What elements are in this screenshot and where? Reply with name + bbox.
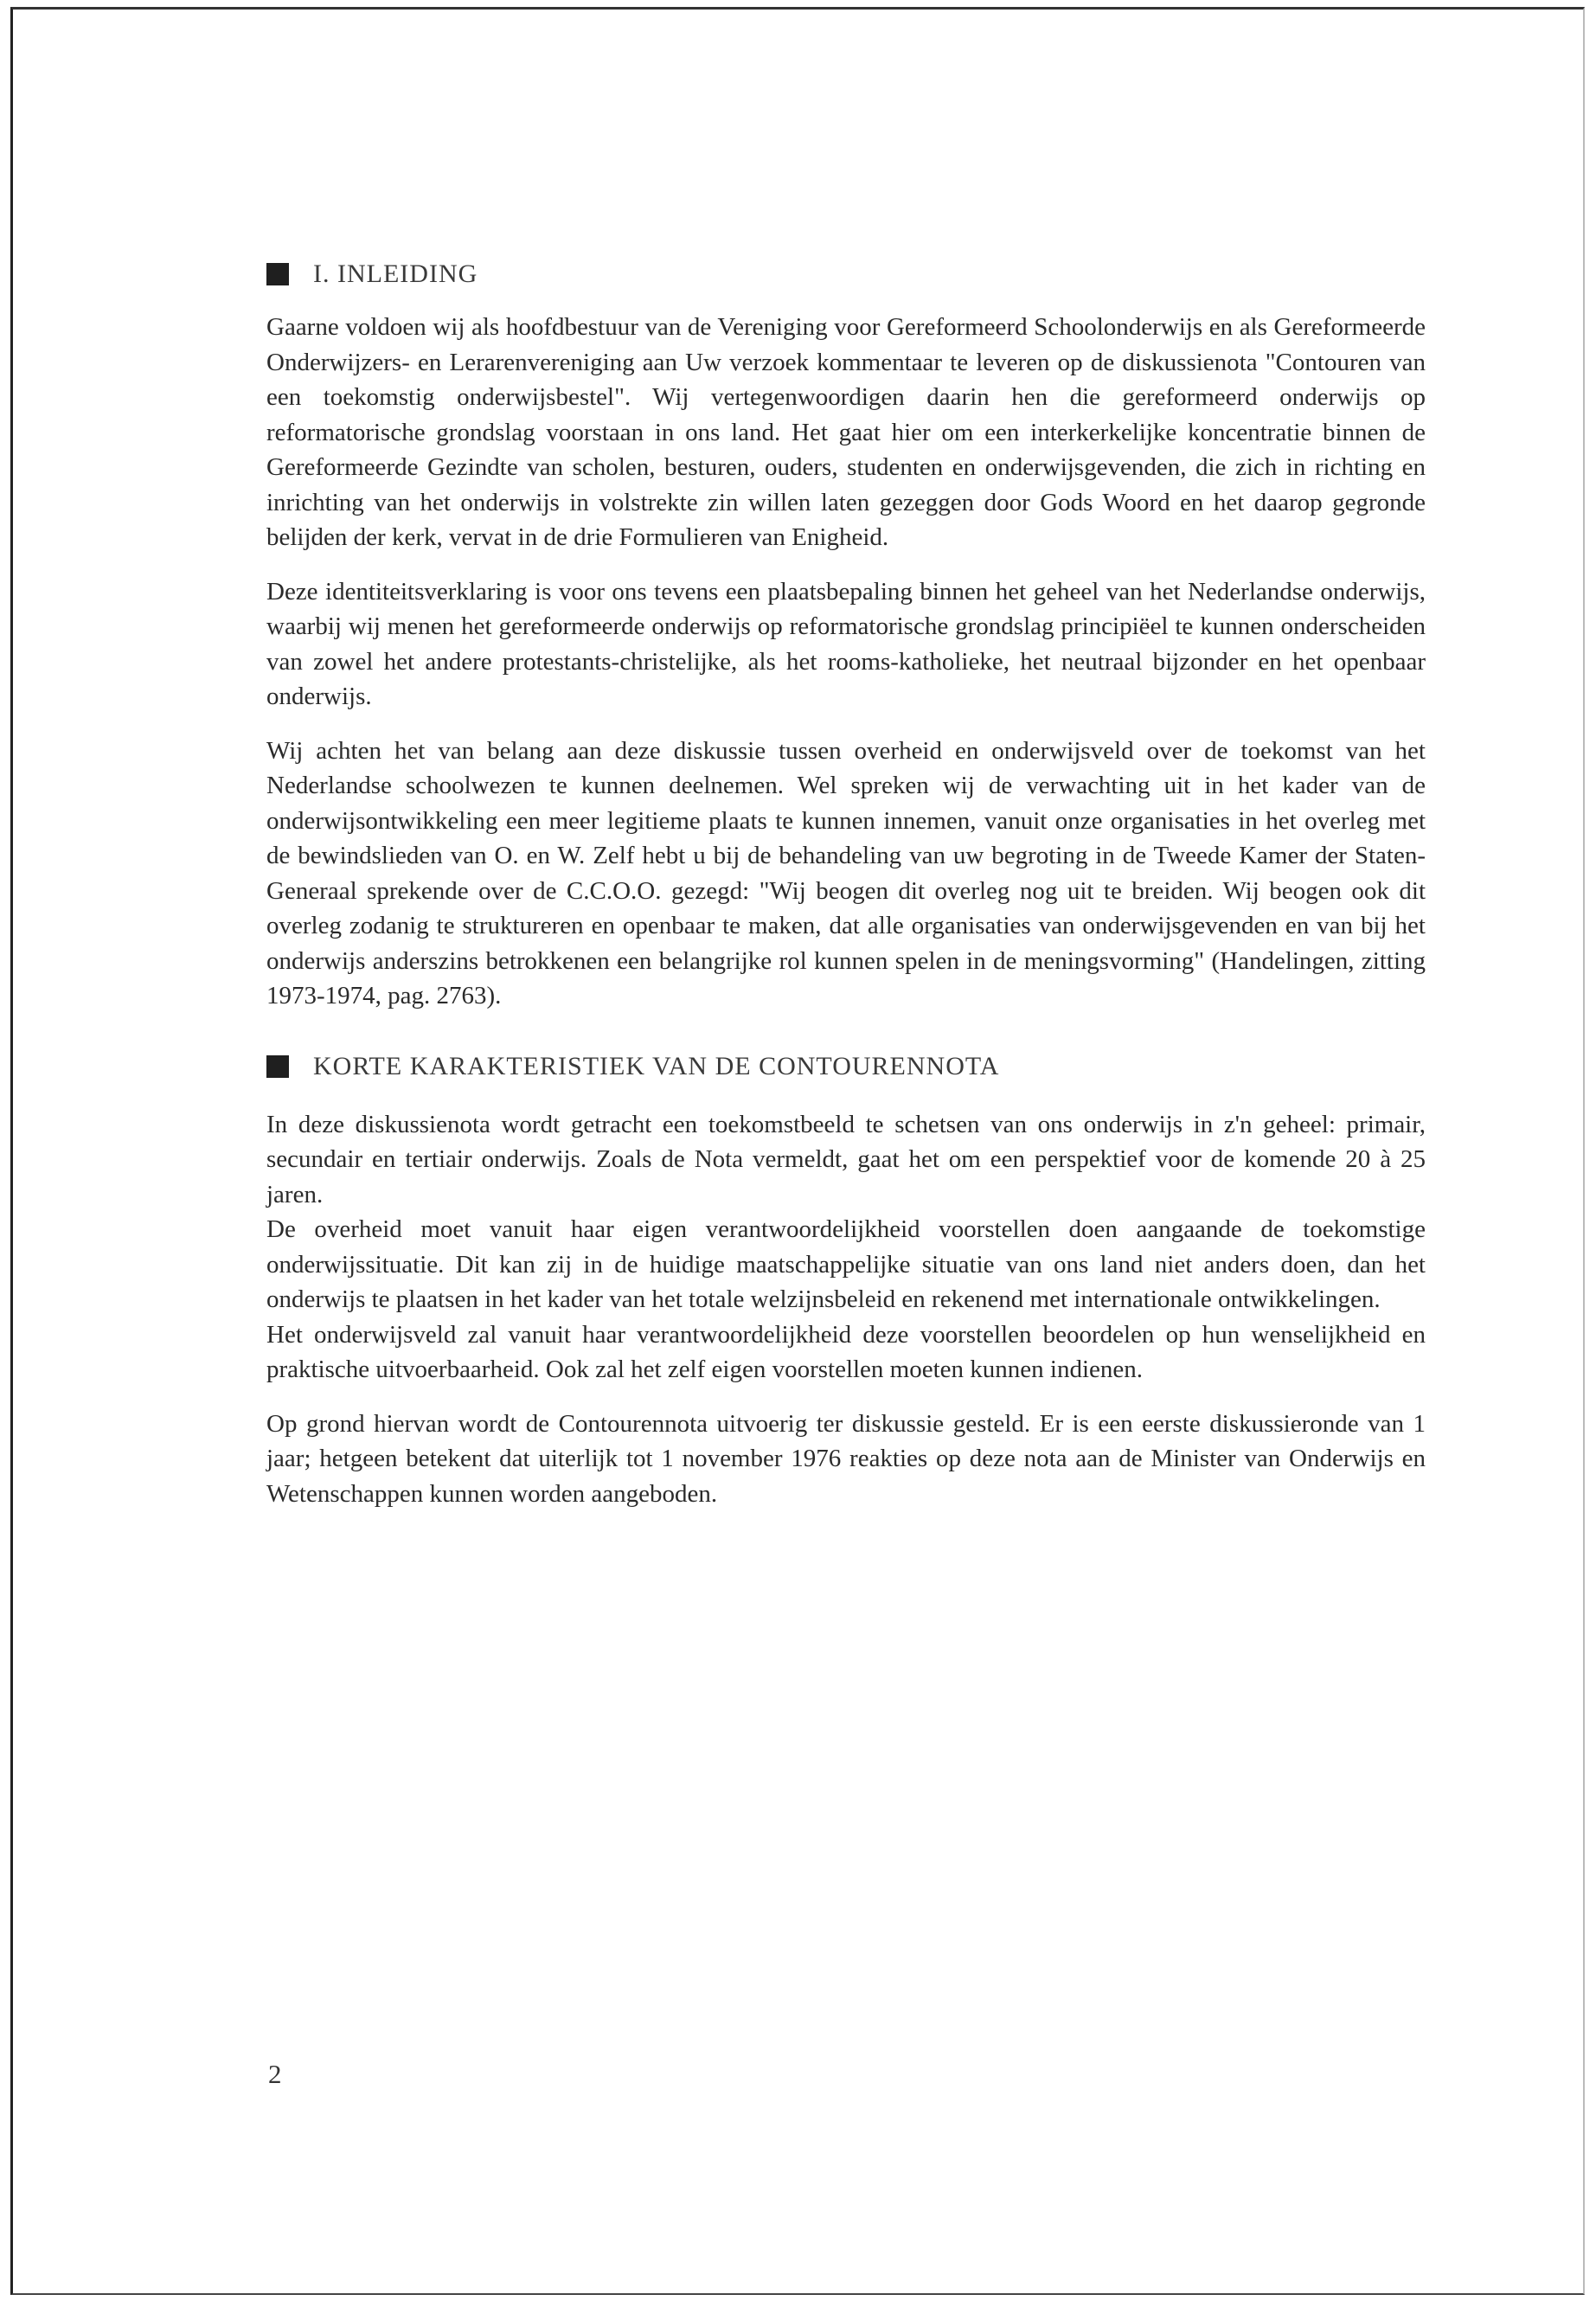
page-number: 2: [268, 2059, 282, 2089]
paragraph: Gaarne voldoen wij als hoofdbestuur van de Vereniging voor Gereformeerd Schoolonderwijs en als Gereformeerde Onderwijzers- en Lerarenvereniging aan Uw verzoek kommentaar te leveren op de diskussienota "Contouren van een toekomstig onderwijsbestel". Wij vertegenwoordigen daarin hen die gereformeerd onderwijs op reformatorische grondslag voorstaan in ons land. Het gaat hier om een interkerkelijke koncentratie binnen de Gereformeerde Gezindte van scholen, besturen, ouders, studenten en onderwijsgevenden, die zich in richting en inrichting van het onderwijs in volstrekte zin willen laten gezeggen door Gods Woord en het daarop gegronde belijden der kerk, vervat in de drie Formulieren van Enigheid.: [266, 313, 1426, 551]
square-bullet-icon: [266, 1055, 289, 1078]
square-bullet-icon: [266, 263, 289, 285]
paragraph: Wij achten het van belang aan deze diskussie tussen overheid en onderwijsveld over de toekomst van het Nederlandse schoolwezen te kunnen deelnemen. Wel spreken wij de verwachting uit in het kader van de onderwijsontwikkeling een meer legitieme plaats te kunnen innemen, vanuit onze organisaties in het overleg met de bewindslieden van O. en W. Zelf hebt u bij de behandeling van uw begroting in de Tweede Kamer der Staten-Generaal sprekende over de C.C.O.O. gezegd: "Wij beogen dit overleg nog uit te breiden. Wij beogen ook dit overleg zodanig te struktureren en openbaar te maken, dat alle organisaties van onderwijsgevenden en van bij het onderwijs anderszins betrokkenen een belangrijke rol kunnen spelen in de meningsvorming" (Handelingen, zitting 1973-1974, pag. 2763).: [266, 736, 1426, 1009]
paragraph: Op grond hiervan wordt de Contourennota uitvoerig ter diskussie gesteld. Er is een eerste diskussieronde van 1 jaar; hetgeen betekent dat uiterlijk tot 1 november 1976 reakties op deze nota aan de Minister van Onderwijs en Wetenschappen kunnen worden aangeboden.: [266, 1409, 1426, 1508]
section-heading-inleiding: [266, 260, 1426, 289]
paragraph: De overheid moet vanuit haar eigen verantwoordelijkheid voorstellen doen aangaande de toekomstige onderwijssituatie. Dit kan zij in de huidige maatschappelijke situatie van ons land niet anders doen, dan het onderwijs te plaatsen in het kader van het totale welzijnsbeleid en rekenend met internationale ontwikkelingen.: [266, 1215, 1426, 1313]
document-body: [266, 260, 1426, 1511]
section-heading-text: KORTE KARAKTERISTIEK VAN DE CONTOURENNOTA: [313, 1051, 1000, 1080]
paragraph: Het onderwijsveld zal vanuit haar verantwoordelijkheid deze voorstellen beoordelen op hun wenselijkheid en praktische uitvoerbaarheid. Ook zal het zelf eigen voorstellen moeten kunnen indienen.: [266, 1320, 1426, 1383]
paragraph: Deze identiteitsverklaring is voor ons tevens een plaatsbepaling binnen het geheel van het Nederlandse onderwijs, waarbij wij menen het gereformeerde onderwijs op reformatorische grondslag principiëel te kunnen onderscheiden van zowel het andere protestants-christelijke, als het rooms-katholieke, het neutraal bijzonder en het openbaar onderwijs.: [266, 577, 1426, 710]
section-heading-korte-karakteristiek: [266, 1052, 1426, 1081]
section-heading-text: I. INLEIDING: [313, 260, 478, 288]
paragraph: In deze diskussienota wordt getracht een toekomstbeeld te schetsen van ons onderwijs in z'n geheel: primair, secundair en tertiair onderwijs. Zoals de Nota vermeldt, gaat het om een perspektief voor de komende 20 à 25 jaren.: [266, 1110, 1426, 1208]
